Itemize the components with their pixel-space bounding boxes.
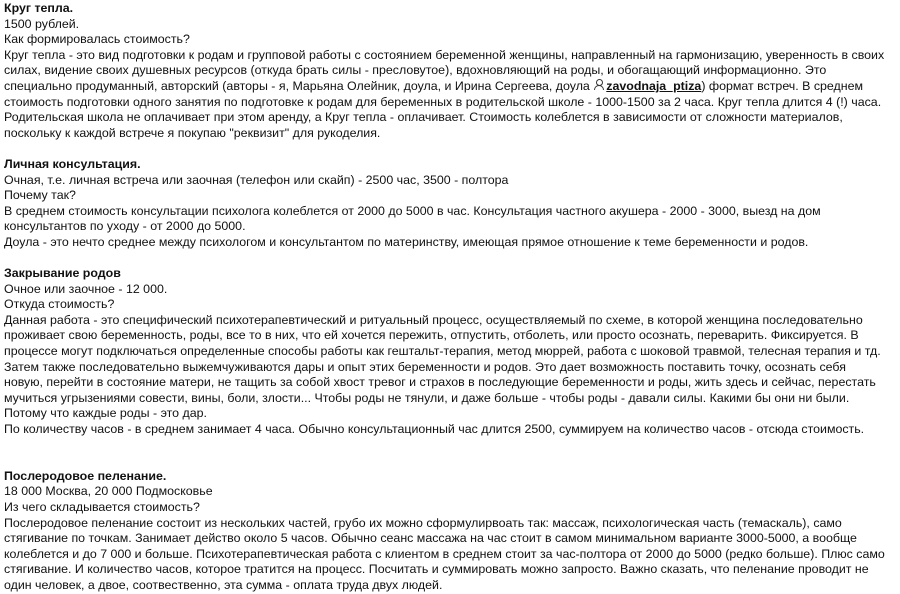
section-body [4, 48, 888, 142]
section-price: Очное или заочное - 12 000. [4, 281, 168, 296]
section-krug-tepla [4, 1, 888, 141]
section-heading: Круг тепла. [4, 1, 74, 15]
spacer [4, 438, 888, 469]
section-personal-consultation [4, 157, 888, 251]
section-postpartum-swaddling [4, 469, 888, 594]
section-closing-birth [4, 266, 888, 438]
spacer [4, 141, 888, 157]
section-question: Откуда стоимость? [4, 297, 115, 312]
user-link-zavodnaja-ptiza[interactable]: zavodnaja_ptiza [606, 78, 702, 93]
section-body: Данная работа - это специфический психотерапевтический и ритуальный процесс, осуществляемый по схеме, в которой женщина последовательно проживает свою беременность, роды, все то в них, что ей хочется пережить, отпустить, отболеть, или просто осознать, переварить. Фиксируется. В процессе могут подключаться определенные способы работы как гештальт-терапия, метод мюррей, работа с шоковой травмой, телесная терапия и тд. Затем также последовательно выжемчуживаются дары и опыт этих беременности и родов. Это дает возможность поставить точку, осознать себя новую, перейти в состояние матери, не тащить за собой хвост тревог и страхов в последующие беременности и роды, жить здесь и сейчас, перестать мучиться угрызениями совести, вины, боли, злости... Чтобы роды не тянули, и даже больше - чтобы роды - давали силы. Какими бы они ни были. Потому что каждые роды - это дар. [4, 312, 881, 421]
section-question: Как формировалась стоимость? [4, 32, 190, 47]
body-text-after-user: ) формат встреч. В среднем стоимость подготовки одного занятия по подготовке к родам для беременных в родительской школе - 1000-1500 за 2 часа. Круг тепла длится 4 (!) часа. Родительская школа не оплачивает при этом аренду, а Круг тепла - оплачивает. Стоимость колеблется в зависимости от сложности материалов, поскольку к каждой встрече я покупаю "реквизит" для рукоделия. [4, 78, 882, 140]
section-price: 18 000 Москва, 20 000 Подмосковье [4, 484, 213, 499]
section-heading: Послеродовое пеленание. [4, 468, 167, 483]
spacer [4, 251, 888, 267]
body-text-before-user: Круг тепла - это вид подготовки к родам и групповой работы с состоянием беременной женщины, направленный на гармонизацию, уверенность в своих силах, видение своих душевных ресурсов (откуда брать силы - пресловутое), вдохновляющий на роды, и обогащающий информационно. Это специально продуманный, авторский (авторы - я, Марьяна Олейник, доула, и Ирина Сергеева, доула [4, 47, 885, 93]
user-profile-icon[interactable] [593, 79, 604, 91]
section-body-2: Доула - это нечто среднее между психологом и консультантом по материнству, имеющая прямое отношение к теме беременности и родов. [4, 234, 809, 249]
section-question: Из чего складывается стоимость? [4, 500, 200, 514]
section-price: Очная, т.е. личная встреча или заочная (телефон или скайп) - 2500 час, 3500 - полтора [4, 172, 509, 187]
section-heading: Личная консультация. [4, 156, 141, 171]
section-price: 1500 рублей. [4, 16, 80, 31]
section-question: Почему так? [4, 188, 76, 203]
section-body: Послеродовое пеленание состоит из нескольких частей, грубо их можно сформулирвоать так: массаж, психологическая часть (темаскаль), само стягивание по точкам. Занимает действо около 5 часов. Обычно сеанс массажа на час стоит в самом минимальном варианте 3000-5000, а вообще колеблется и до 7 000 и больше. Психотерапевтическая работа с клиентом в среднем стоит за час-полтора от 2000 до 5000 (редко больше). Плюс само стягивание. И количество часов, которое тратится на процесс. Посчитать и суммировать можно запросто. Важно сказать, что пеленание проводит не один человек, а двое, соотвественно, эта сумма - оплата труда двух людей. [4, 515, 885, 592]
section-heading: Закрывание родов [4, 266, 121, 281]
section-body-2: По количеству часов - в среднем занимает 4 часа. Обычно консультационный час длится 2500, суммируем на количество часов - отсюда стоимость. [4, 422, 865, 437]
section-body: В среднем стоимость консультации психолога колеблется от 2000 до 5000 в час. Консультация частного акушера - 2000 - 3000, выезд на дом консультантов по уходу - от 2000 до 5000. [4, 203, 821, 234]
